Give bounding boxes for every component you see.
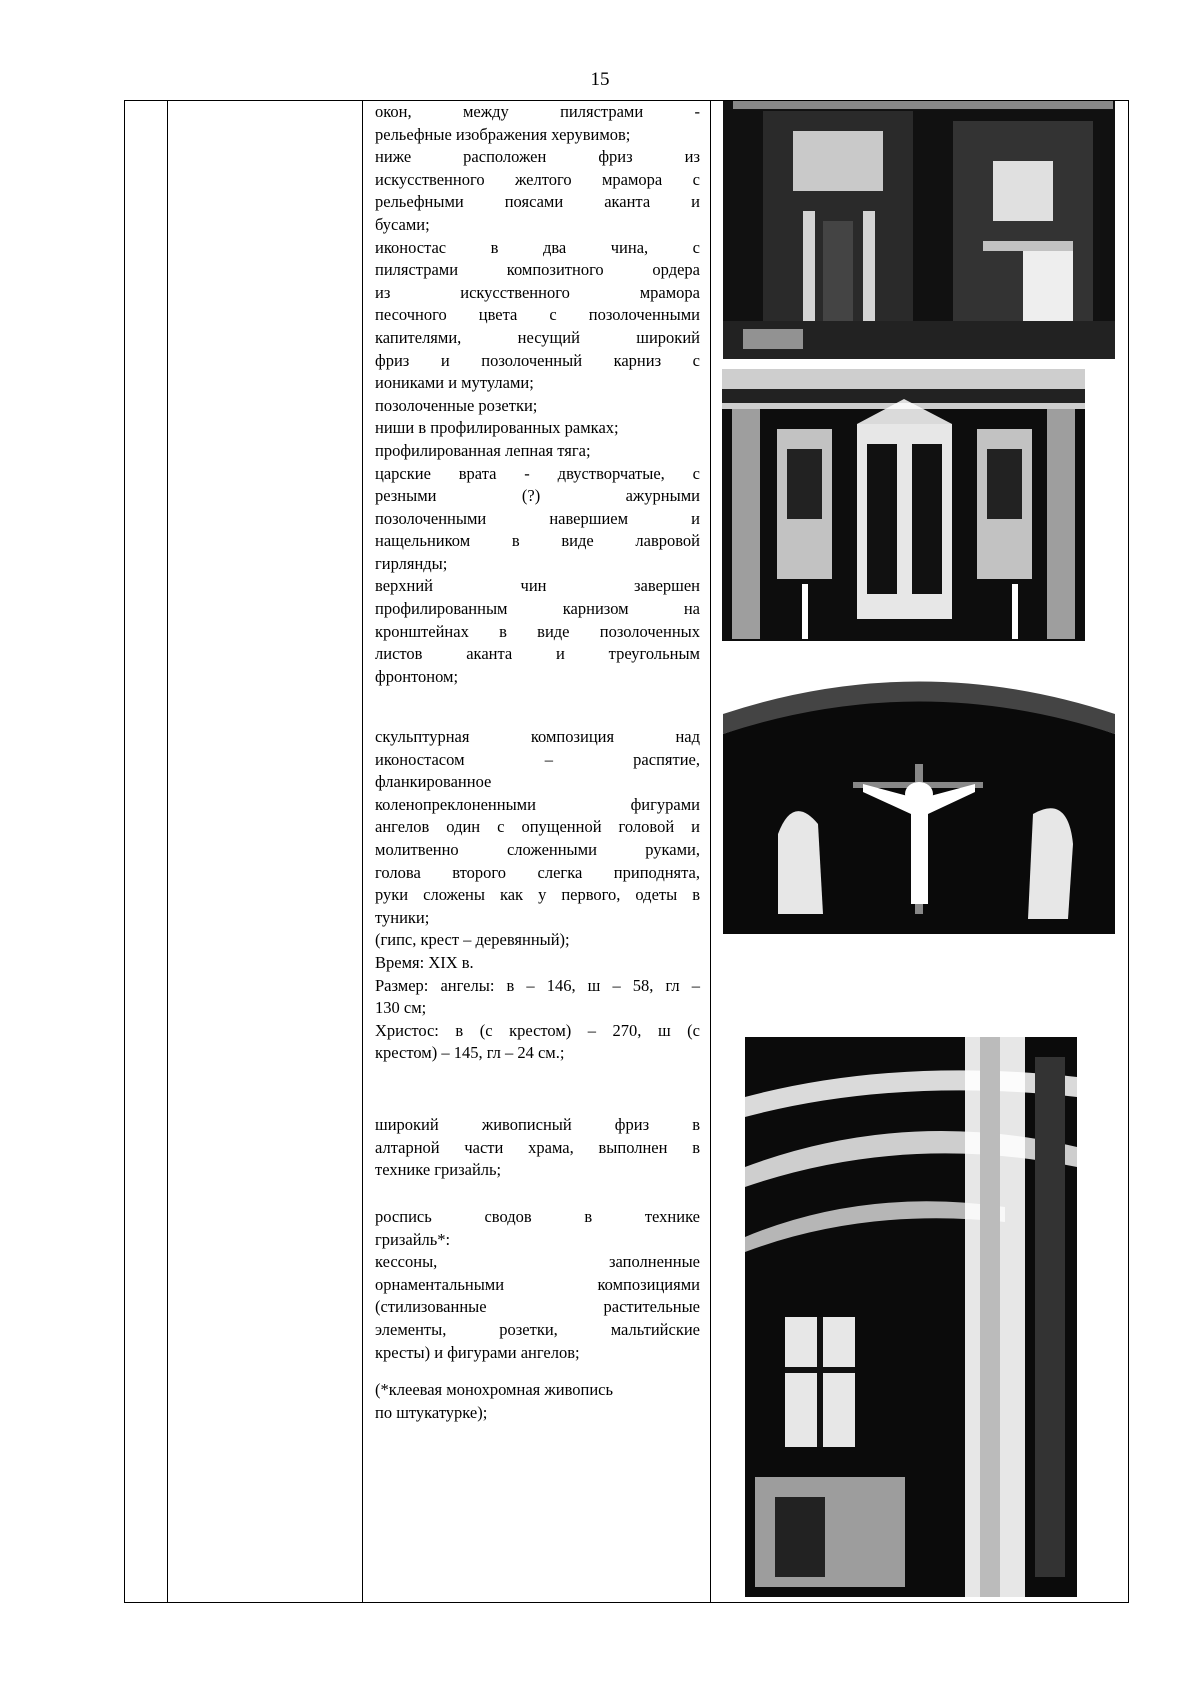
text-line: капителями, несущий широкий [375, 327, 700, 347]
text-line: молитвенно сложенными руками, [375, 839, 700, 859]
photo-royal-doors [722, 369, 1085, 641]
text-line: профилированная лепная тяга; [375, 440, 591, 460]
text-line: руки сложены как у первого, одеты в [375, 885, 700, 905]
text-line: рельефные изображения херувимов; [375, 124, 631, 144]
text-line: фриз и позолоченный карниз с [375, 350, 700, 370]
text-line: царские врата - двустворчатые, с [375, 463, 700, 483]
text-line: орнаментальными композициями [375, 1274, 700, 1294]
text-line: по штукатурке); [375, 1402, 488, 1422]
text-line: гризайль*: [375, 1229, 451, 1249]
text-line: (гипс, крест – деревянный); [375, 930, 570, 950]
column-divider-3 [710, 101, 711, 1602]
text-line: Размер: ангелы: в – 146, ш – 58, гл – [375, 975, 700, 995]
text-line: пилястрами композитного ордера [375, 260, 700, 280]
text-line: широкий живописный фриз в [375, 1115, 700, 1134]
text-line: (стилизованные растительные [375, 1297, 700, 1317]
text-line: окон, между пилястрами - [375, 102, 700, 121]
text-line: голова второго слегка приподнята, [375, 862, 700, 882]
text-line: кронштейнах в виде позолоченных [375, 621, 700, 641]
inventory-table [124, 100, 1129, 1603]
text-line: технике гризайль; [375, 1160, 502, 1180]
text-line: (*клеевая монохромная живопись [375, 1380, 614, 1399]
text-line: ангелов один с опущенной головой и [375, 817, 700, 837]
page-number: 15 [590, 69, 610, 90]
text-line: скульптурная композиция над [375, 727, 700, 746]
text-line: иконостасом – распятие, [375, 749, 700, 769]
text-line: элементы, розетки, мальтийские [375, 1319, 700, 1339]
text-line: резными (?) ажурными [375, 486, 700, 506]
text-line: ниже расположен фриз из [375, 147, 700, 167]
text-line: гирлянды; [375, 553, 448, 573]
text-line: туники; [375, 907, 430, 927]
text-line: песочного цвета с позолоченными [375, 305, 700, 325]
text-line: из искусственного мрамора [375, 282, 700, 302]
text-line: фланкированное [375, 772, 492, 792]
text-line: иониками и мутулами; [375, 373, 534, 393]
text-line: 130 см; [375, 998, 427, 1018]
text-line: крестом) – 145, гл – 24 см.; [375, 1043, 565, 1063]
text-line: позолоченные розетки; [375, 395, 538, 415]
text-line: нащельником в виде лавровой [375, 531, 700, 551]
description-iconostasis [375, 101, 700, 688]
text-line: бусами; [375, 214, 430, 234]
text-line: кресты) и фигурами ангелов; [375, 1342, 580, 1362]
description-vault-painting [375, 1206, 700, 1364]
text-line: Христос: в (с крестом) – 270, ш (с [375, 1020, 700, 1040]
text-line: позолоченными навершием и [375, 508, 700, 528]
column-divider-1 [167, 101, 168, 1602]
text-line: роспись сводов в технике [375, 1207, 700, 1226]
footnote-technique [375, 1379, 700, 1424]
text-line: алтарной части храма, выполнен в [375, 1137, 700, 1157]
text-line: искусственного желтого мрамора с [375, 169, 700, 189]
column-divider-2 [362, 101, 363, 1602]
text-line: ниши в профилированных рамках; [375, 418, 619, 438]
text-line: кессоны, заполненные [375, 1252, 700, 1272]
text-line: рельефными поясами аканта и [375, 192, 700, 212]
text-line: Время: XIX в. [375, 952, 474, 972]
text-line: коленопреклоненными фигурами [375, 794, 700, 814]
description-frieze [375, 1114, 700, 1182]
photo-crucifixion-sculpture [723, 674, 1115, 948]
photo-iconostasis-detail [723, 101, 1115, 359]
photo-vault-painting [745, 1037, 1077, 1597]
text-line: фронтоном; [375, 666, 459, 686]
text-line: профилированным карнизом на [375, 599, 700, 619]
text-line: листов аканта и треугольным [375, 644, 700, 664]
text-line: иконостас в два чина, с [375, 237, 700, 257]
text-line: верхний чин завершен [375, 576, 700, 596]
description-sculpture [375, 726, 700, 1065]
